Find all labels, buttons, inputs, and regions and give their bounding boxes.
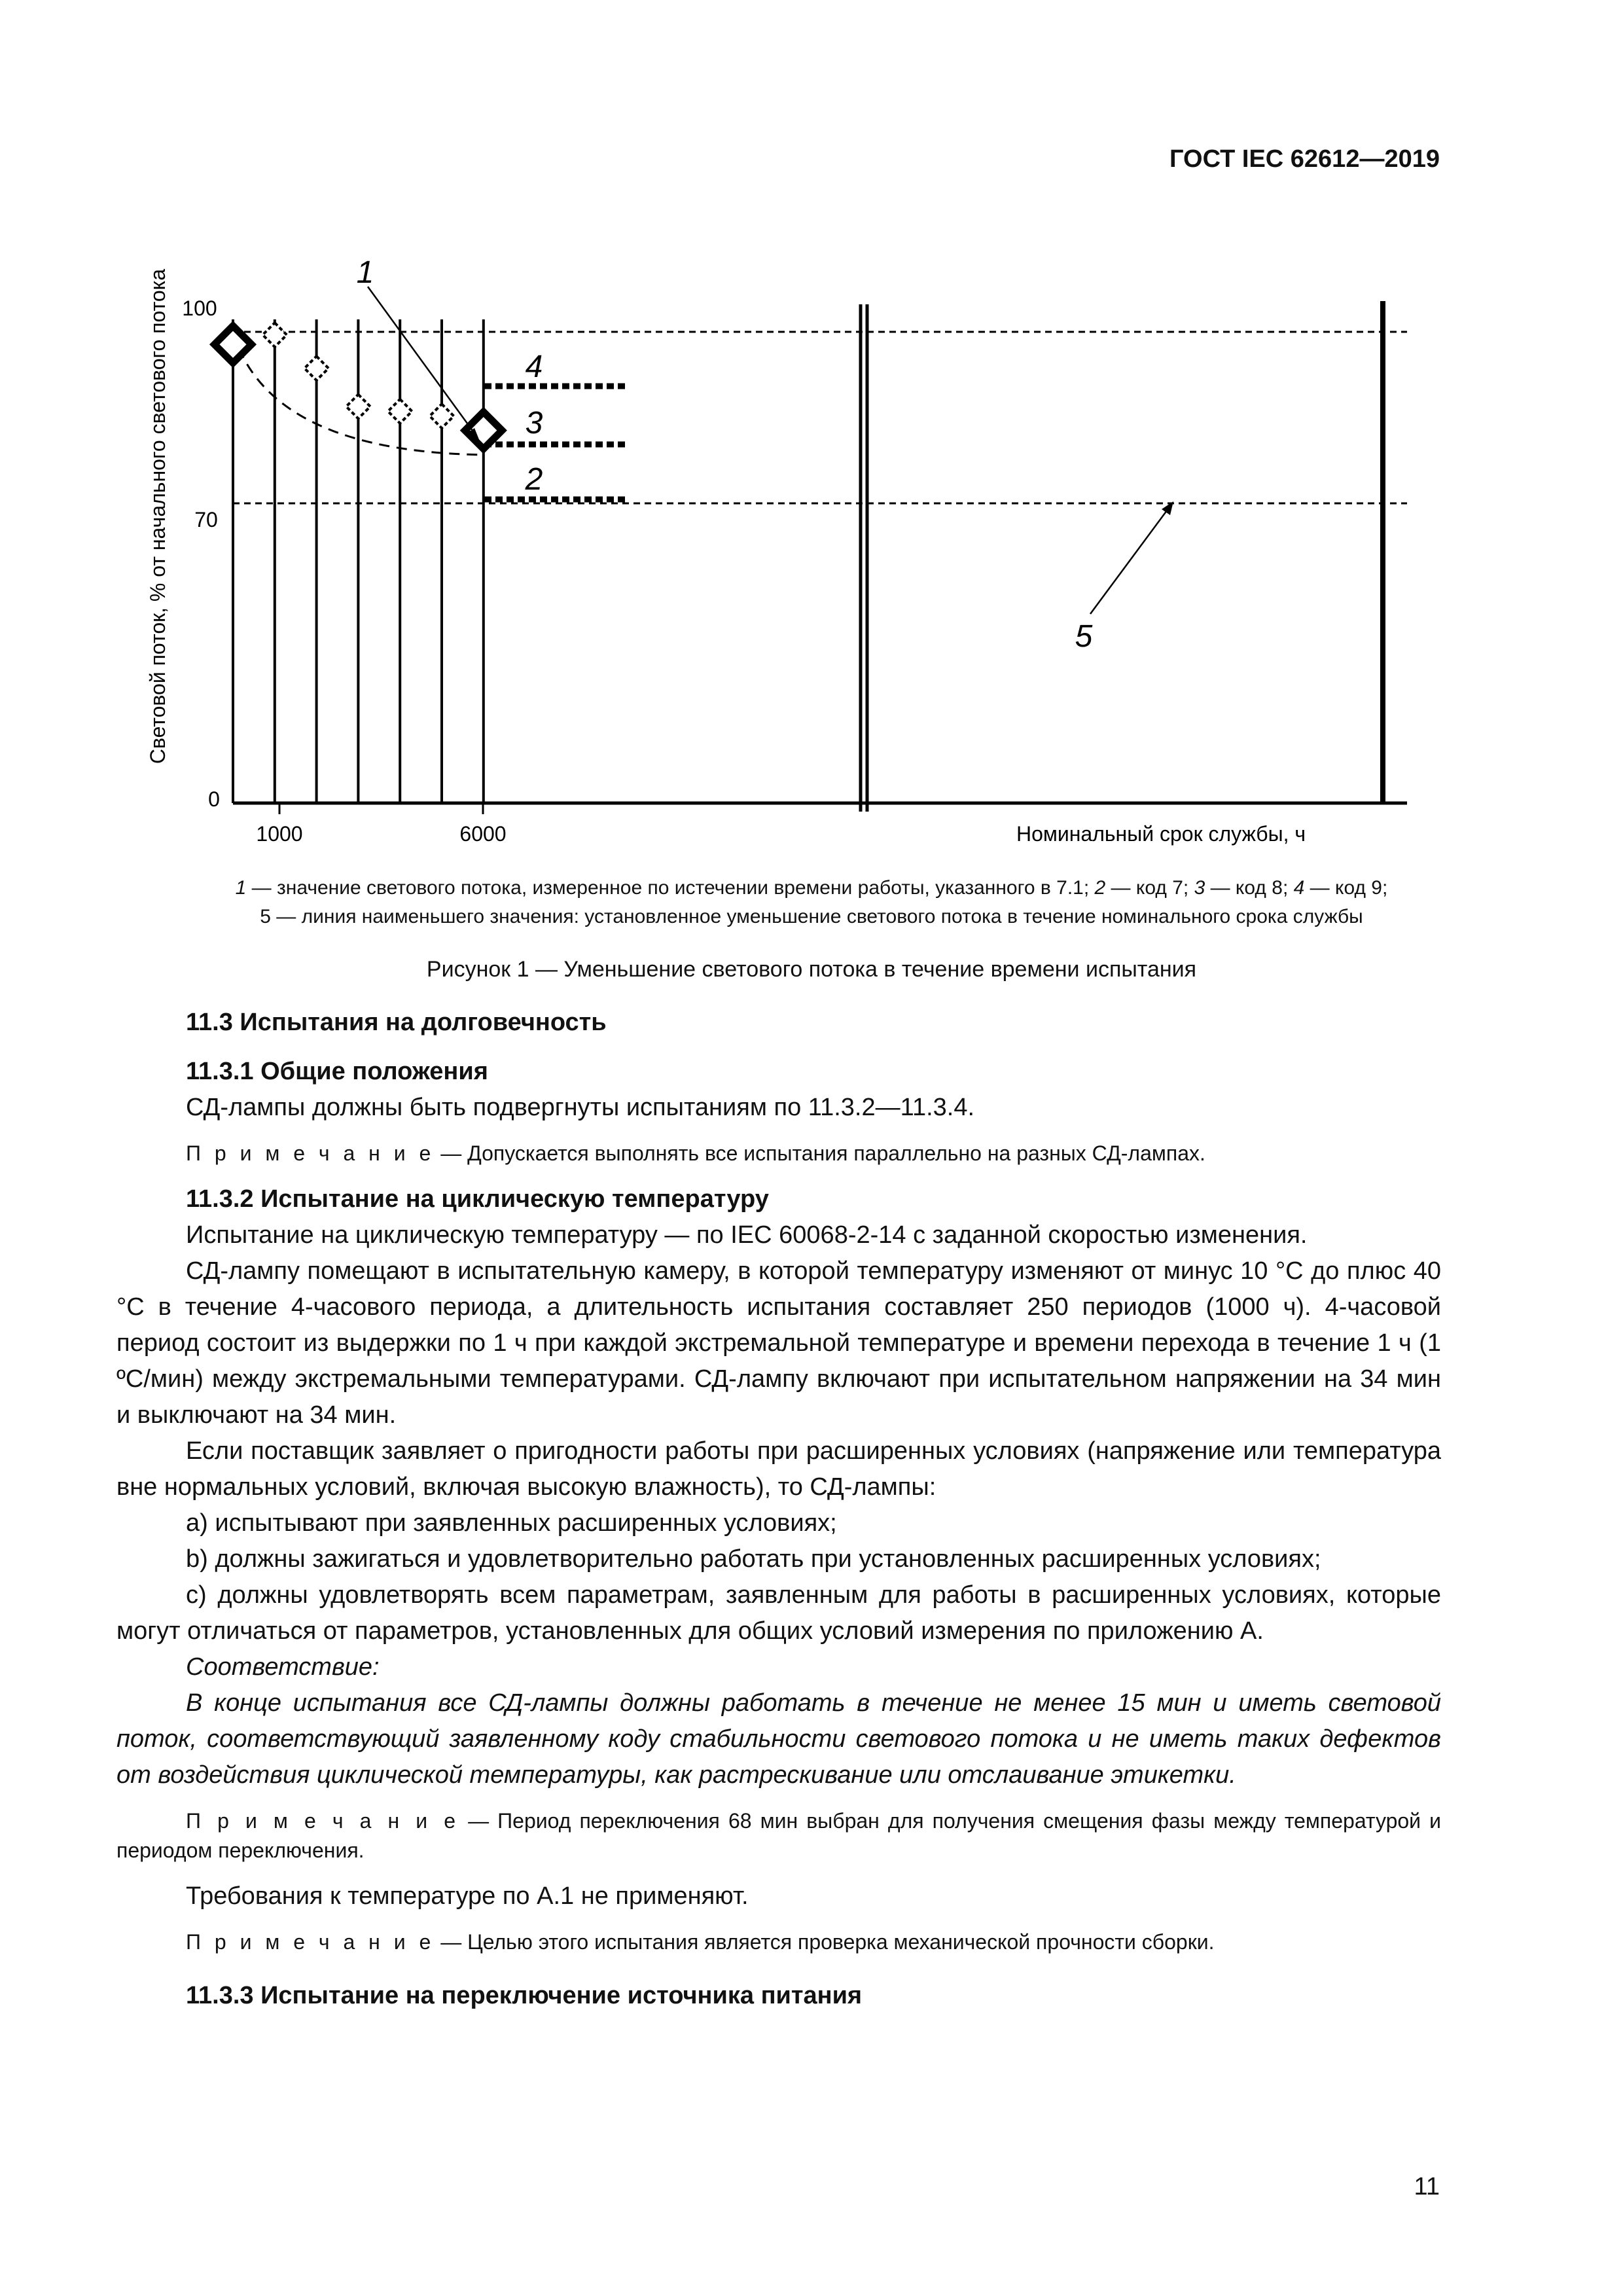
pointer-5 bbox=[1090, 508, 1169, 614]
figure-caption: Рисунок 1 — Уменьшение светового потока в течение времени испытания bbox=[426, 957, 1197, 982]
document-header: ГОСТ IEC 62612—2019 bbox=[1169, 145, 1440, 173]
callout-5: 5 bbox=[1075, 619, 1093, 654]
section-11-3-heading: 11.3 Испытания на долговечность bbox=[186, 1009, 607, 1036]
paragraph-1: СД-лампы должны быть подвергнуты испытаниям по 11.3.2—11.3.4. bbox=[186, 1094, 975, 1121]
note-1-label: П р и м е ч а н и е bbox=[186, 1141, 435, 1165]
note-3-text: — Целью этого испытания является проверка механической прочности сборки. bbox=[435, 1930, 1215, 1954]
measurement-lines bbox=[275, 301, 1383, 812]
x-axis-label: Номинальный срок службы, ч bbox=[1016, 822, 1306, 846]
flux-chart bbox=[0, 0, 1623, 864]
measured-point-2 bbox=[304, 356, 329, 380]
legend-key-1: 1 bbox=[235, 877, 247, 899]
list-item-a: а) испытывают при заявленных расширенных условиях; bbox=[186, 1509, 837, 1537]
x-ticks bbox=[279, 803, 483, 814]
legend-key-3: 3 bbox=[1194, 877, 1205, 899]
paragraph-4: Если поставщик заявляет о пригодности работы при расширенных условиях (напряжение или температура вне нормальных условий, включая высокую влажность), то СД-лампы: bbox=[116, 1437, 1441, 1501]
paragraph-2: Испытание на циклическую температуру — по IEC 60068-2-14 с заданной скоростью изменения. bbox=[186, 1221, 1308, 1249]
figure-legend bbox=[111, 874, 1512, 931]
x-tick-1000: 1000 bbox=[256, 822, 303, 846]
section-11-3-1-heading: 11.3.1 Общие положения bbox=[186, 1058, 488, 1085]
measured-point-4 bbox=[388, 399, 412, 423]
legend-line-1 bbox=[111, 874, 1512, 903]
note-3 bbox=[116, 1928, 1441, 1957]
legend-key-4: 4 bbox=[1293, 877, 1305, 899]
y-tick-70: 70 bbox=[194, 508, 218, 531]
legend-text-2: — код 7; bbox=[1105, 877, 1194, 899]
note-2-text: — Период переключения 68 мин выбран для получения смещения фазы между температурой и периодом переключения. bbox=[116, 1809, 1442, 1862]
legend-text-3: — код 8; bbox=[1205, 877, 1294, 899]
paragraph-3: СД-лампу помещают в испытательную камеру, в которой температуру изменяют от минус 10 °С до плюс 40 °С в течение 4-часового периода, а длительность испытания составляет 250 периодов (1000 ч). 4-часовой период состоит из выдержки по 1 ч при каждой экстремальной температуре и времени перехода в течение 1 ч (1 ºС/мин) между экстремальными температурами. СД-лампу включают при испытательном напряжении на 34 мин и выключают на 34 мин. bbox=[116, 1257, 1441, 1429]
list-item-b: b) должны зажигаться и удовлетворительно работать при установленных расширенных условиях; bbox=[186, 1545, 1321, 1573]
legend-key-2: 2 bbox=[1094, 877, 1106, 899]
legend-line-2: 5 — линия наименьшего значения: установленное уменьшение светового потока в течение номинального срока службы bbox=[260, 906, 1363, 927]
callout-4: 4 bbox=[525, 350, 543, 384]
callout-1: 1 bbox=[356, 255, 374, 290]
compliance-label: Соответствие: bbox=[186, 1653, 380, 1681]
measured-point-3 bbox=[346, 395, 370, 419]
note-2 bbox=[116, 1806, 1441, 1865]
note-1 bbox=[116, 1139, 1441, 1168]
callout-3: 3 bbox=[525, 406, 543, 440]
callout-2: 2 bbox=[525, 462, 543, 497]
section-11-3-3-heading: 11.3.3 Испытание на переключение источника питания bbox=[186, 1982, 863, 2009]
note-1-text: — Допускается выполнять все испытания параллельно на разных СД-лампах. bbox=[435, 1141, 1205, 1165]
measured-point-1 bbox=[262, 323, 287, 347]
page-number: 11 bbox=[1414, 2173, 1440, 2200]
legend-text-1: — значение светового потока, измеренное по истечении времени работы, указанного в 7.1; bbox=[246, 877, 1095, 899]
legend-text-4: — код 9; bbox=[1304, 877, 1388, 899]
y-tick-0: 0 bbox=[208, 787, 220, 811]
list-item-c: с) должны удовлетворять всем параметрам, заявленным для работы в расширенных условиях, которые могут отличаться от параметров, установленных для общих условий измерения по приложению А. bbox=[116, 1581, 1441, 1645]
paragraph-6: Требования к температуре по А.1 не применяют. bbox=[186, 1882, 749, 1910]
pointer-1 bbox=[368, 287, 474, 433]
measured-point-5 bbox=[430, 404, 454, 428]
note-3-label: П р и м е ч а н и е bbox=[186, 1930, 435, 1954]
note-2-label: П р и м е ч а н и е bbox=[186, 1809, 459, 1833]
section-11-3-2-heading: 11.3.2 Испытание на циклическую температуру bbox=[186, 1185, 769, 1213]
compliance-text: В конце испытания все СД-лампы должны работать в течение не менее 15 мин и иметь световой поток, соответствующий заявленному коду стабильности светового потока и не иметь таких дефектов от воздействия циклической температуры, как растрескивание или отслаивание этикетки. bbox=[116, 1689, 1441, 1789]
document-body bbox=[116, 1005, 1441, 2014]
y-tick-100: 100 bbox=[182, 296, 217, 320]
x-tick-6000: 6000 bbox=[459, 822, 507, 846]
y-axis-label: Световой поток, % от начального светового потока bbox=[146, 268, 169, 764]
